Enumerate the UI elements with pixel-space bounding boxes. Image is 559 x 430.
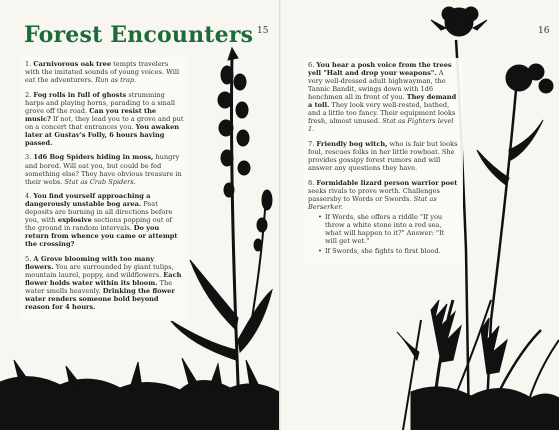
sub-item-swords: • If Swords, she fights to first blood. <box>318 247 458 255</box>
sub-item-words: • If Words, she offers a riddle "If you throw a white stone into a red sea, what will happen to it?" Answer: "It will get wet." <box>318 213 458 245</box>
encounter-list-left <box>20 57 188 321</box>
encounter-item-5: 5. A Grove blooming with too many flowers. You are surrounded by giant tulips, mountain laurel, poppy, and wildflowers. Each flower holds water within its bloom. The water smells heavenly. Drinking the flower water renders someone bold beyond reason for 4 hours. <box>25 254 182 312</box>
encounter-item-7: 7. Friendly bog witch, who is fair but looks foul, rescues folks in her little rowboat. She provides gossipy forest rumors and will answer any questions they have. <box>308 139 458 173</box>
encounter-item-1: 1. Carnivorous oak tree tempts travelers with the imitated sounds of young voices. Will eat the adventurers. Run as trap. <box>25 60 180 85</box>
page-number-right: 16 <box>538 26 550 36</box>
encounter-item-2: 2. Fog rolls in full of ghosts strumming harps and playing horns, parading to a small grove off the road. Can you resist the music? If not, they lead you to a grove and put on a concert that entrances you. You awaken later at Gustav's Folly, 6 hours having passed. <box>25 90 184 147</box>
encounter-item-8: 8. Formidable lizard person warrior poet seeks rivals to prove worth. Challenges passersby to Words or Swords. Stat as Berserker. • If Words, she offers a riddle "If you throw a white stone into a red sea, what will happen to it?" Answer: "It will get wet." • If Swords, she fights to first blood. <box>308 179 458 255</box>
encounter-item-6: 6. You hear a posh voice from the trees yell "Halt and drop your weapons". A very well-dressed adult highwayman, the Tannic Bandit, swings down with 1d6 henchmen all in front of you. They demand a toll. They look very well-rested, bathed, and a little too fancy. Their equipment looks fresh, almost unused. Stat as Fighters level 1. <box>308 61 457 134</box>
encounter-item-4: 4. You find yourself approaching a dangerously unstable bog area. Peat deposits are burning in all directions before you, with explosive sections popping out of the ground in random intervals. Do you return from whence you came or attempt the crossing? <box>25 192 178 249</box>
encounter-item-3: 3. 1d6 Bog Spiders hiding in moss, hungry and bored. Will eat you, but could be fed something else? They have obvious treasure in their webs. Stat as Crab Spiders. <box>25 153 182 186</box>
right-page <box>281 0 559 430</box>
page-title: Forest Encounters <box>24 22 254 48</box>
left-page <box>0 0 279 430</box>
encounter-list-right <box>303 58 463 265</box>
page-number-left: 15 <box>257 26 269 36</box>
